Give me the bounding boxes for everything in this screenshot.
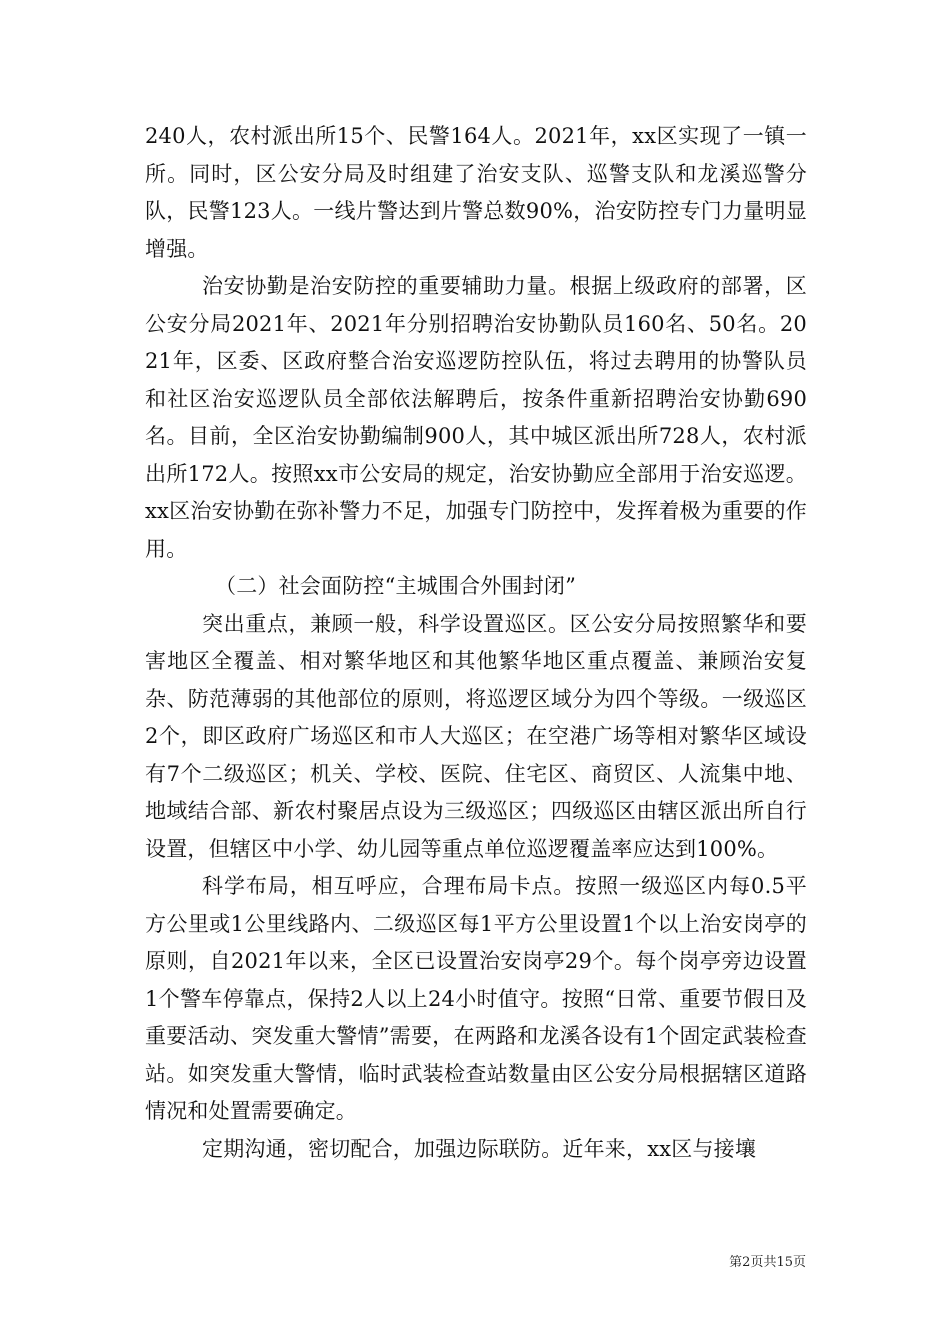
paragraph-police-force: 240人，农村派出所15个、民警164人。2021年，xx区实现了一镇一所。同时，区公安分局及时组建了治安支队、巡警支队和龙溪巡警分队，民警123人。一线片警达到片警总数90%，治安防控专门力量明显增强。 — [145, 124, 807, 261]
paragraph-patrol-zones: 突出重点，兼顾一般，科学设置巡区。区公安分局按照繁华和要害地区全覆盖、相对繁华地区和其他繁华地区重点覆盖、兼顾治安复杂、防范薄弱的其他部位的原则，将巡逻区域分为四个等级。一级巡区2个，即区政府广场巡区和市人大巡区；在空港广场等相对繁华区域设有7个二级巡区；机关、学校、医院、住宅区、商贸区、人流集中地、地域结合部、新农村聚居点设为三级巡区；四级巡区由辖区派出所自行设置，但辖区中小学、幼儿园等重点单位巡逻覆盖率应达到100%。 — [145, 611, 807, 861]
paragraph-checkpoints: 科学布局，相互呼应，合理布局卡点。按照一级巡区内每0.5平方公里或1公里线路内、二级巡区每1平方公里设置1个以上治安岗亭的原则，自2021年以来，全区已设置治安岗亭29个。每个岗亭旁边设置1个警车停靠点，保持2人以上24小时值守。按照“日常、重要节假日及重要活动、突发重大警情”需要，在两路和龙溪各设有1个固定武装检查站。如突发重大警情，临时武装检查站数量由区公安分局根据辖区道路情况和处置需要确定。 — [145, 874, 807, 1123]
document-body — [145, 118, 807, 1168]
page-number-footer: 第2页共15页 — [729, 1255, 806, 1270]
paragraph-security-auxiliary: 治安协勤是治安防控的重要辅助力量。根据上级政府的部署，区公安分局2021年、2021年分别招聘治安协勤队员160名、50名。2021年，区委、区政府整合治安巡逻防控队伍，将过去聘用的协警队员和社区治安巡逻队员全部依法解聘后，按条件重新招聘治安协勤690名。目前，全区治安协勤编制900人，其中城区派出所728人，农村派出所172人。按照xx市公安局的规定，治安协勤应全部用于治安巡逻。xx区治安协勤在弥补警力不足，加强专门防控中，发挥着极为重要的作用。 — [145, 274, 807, 561]
section-heading: （二）社会面防控“主城围合外围封闭” — [215, 574, 577, 598]
paragraph-border-defense: 定期沟通，密切配合，加强边际联防。近年来，xx区与接壤 — [202, 1136, 757, 1161]
